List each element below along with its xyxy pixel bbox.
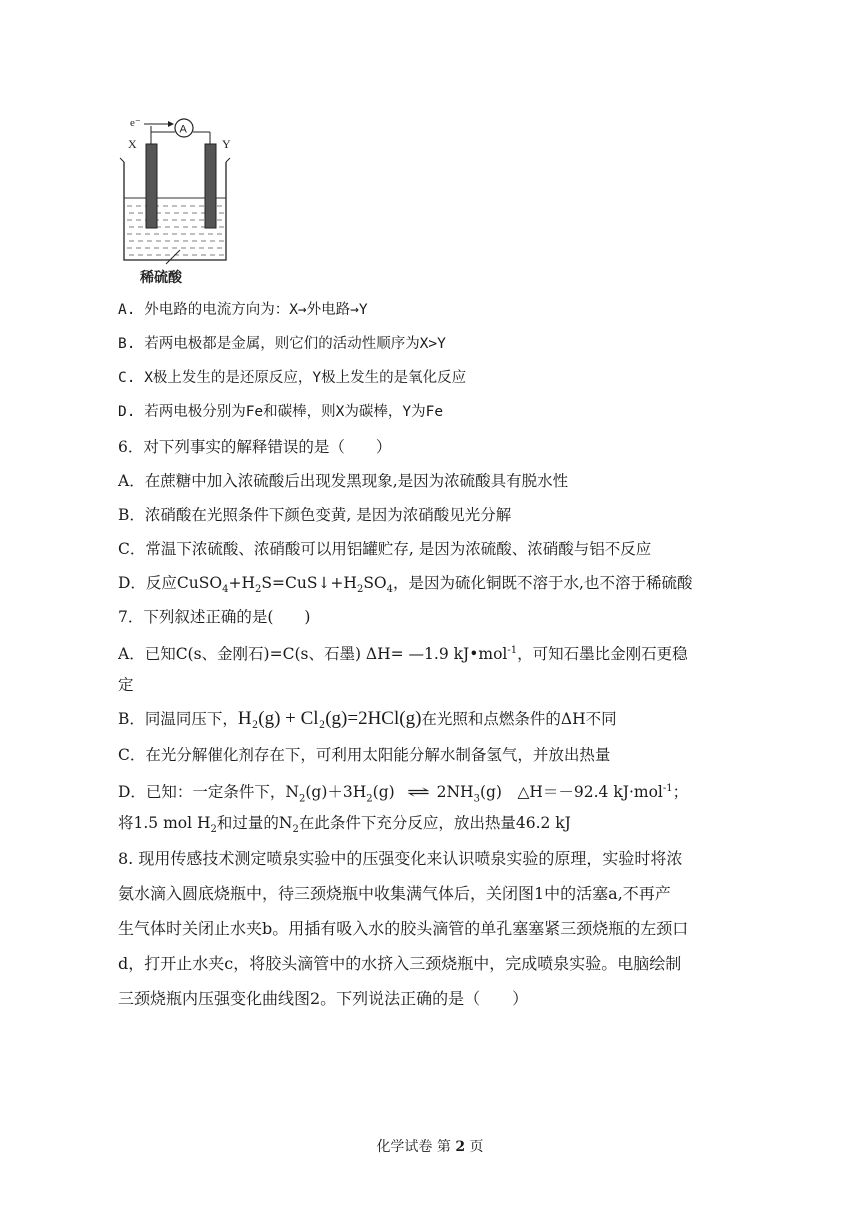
q6-stem: 6．对下列事实的解释错误的是（ ）	[118, 438, 392, 456]
q5-option-a: A. 外电路的电流方向为：X→外电路→Y	[118, 302, 368, 318]
q5-option-c: C. X极上发生的是还原反应，Y极上发生的是氧化反应	[118, 370, 467, 386]
page-number: 2	[455, 1139, 466, 1155]
q6-option-d: D．反应$CuSO_4+H_2S=CuS↓+H_2SO_4$，是因为硫化铜既不溶于水,也不溶于稀硫酸	[118, 574, 693, 596]
q6-option-b: B．浓硝酸在光照条件下颜色变黄, 是因为浓硝酸见光分解	[118, 506, 512, 524]
q7-option-d-continued: 将1.5 mol $H_2$和过量的$N_2$在此条件下充分反应，放出热量46.2 kJ	[118, 814, 571, 836]
q7-option-b: B．同温同压下，H₂(g) + Cl₂(g)=2HCl(g)在光照和点燃条件的ΔH不同	[118, 708, 617, 729]
q6-option-c: C．常温下浓硫酸、浓硝酸可以用铝罐贮存, 是因为浓硫酸、浓硝酸与铝不反应	[118, 540, 652, 558]
q7-option-d: D．已知：一定条件下，$N_2(g)+3H_2(g)$ ⇌ $2NH_3(g)$ △H＝－92.4 kJ·mol$^{-1}$；	[118, 783, 689, 805]
q5-option-d: D. 若两电极分别为Fe和碳棒，则X为碳棒，Y为Fe	[118, 404, 444, 420]
q8-line-4: d，打开止水夹c，将胶头滴管中的水挤入三颈烧瓶中，完成喷泉实验。电脑绘制	[118, 954, 682, 973]
q7-option-c: C．在光分解催化剂存在下，可利用太阳能分解水制备氢气，并放出热量	[118, 746, 611, 764]
solution-label: 稀硫酸	[140, 270, 182, 286]
q8-line-1: 8. 现用传感技术测定喷泉实验中的压强变化来认识喷泉实验的原理，实验时将浓	[118, 849, 683, 868]
hcl-formula: H₂(g) + Cl₂(g)=2HCl(g)	[237, 708, 422, 729]
electrode-x	[146, 144, 157, 228]
q5-option-b: B. 若两电极都是金属，则它们的活动性顺序为X>Y	[118, 336, 446, 352]
q7-stem: 7．下列叙述正确的是( )	[118, 608, 311, 626]
electron-label: e⁻	[130, 117, 141, 129]
q7-option-a: A．已知C(s、金刚石)=C(s、石墨) ΔH= —1.9 kJ•mol$^{-1}$，可知石墨比金刚石更稳	[118, 645, 688, 664]
page-footer: 化学试卷 第 2 页	[376, 1139, 484, 1155]
electrode-x-label: X	[128, 137, 137, 151]
electrode-y-label: Y	[222, 137, 231, 151]
q7-option-a-continued: 定	[118, 676, 134, 694]
ammeter-label: A	[179, 123, 187, 136]
q8-line-3: 生气体时关闭止水夹b。用插有吸入水的胶头滴管的单孔塞塞紧三颈烧瓶的左颈口	[118, 919, 689, 938]
electrode-y	[205, 144, 216, 228]
q8-line-2: 氨水滴入圆底烧瓶中，待三颈烧瓶中收集满气体后，关闭图1中的活塞a,不再产	[118, 884, 671, 903]
equilibrium-arrow-icon: ⇌	[406, 783, 430, 802]
q6-option-a: A．在蔗糖中加入浓硫酸后出现发黑现象,是因为浓硫酸具有脱水性	[118, 472, 569, 490]
q8-line-5: 三颈烧瓶内压强变化曲线图2。下列说法正确的是（ ）	[118, 989, 529, 1008]
electrochemical-cell-figure	[118, 112, 238, 288]
